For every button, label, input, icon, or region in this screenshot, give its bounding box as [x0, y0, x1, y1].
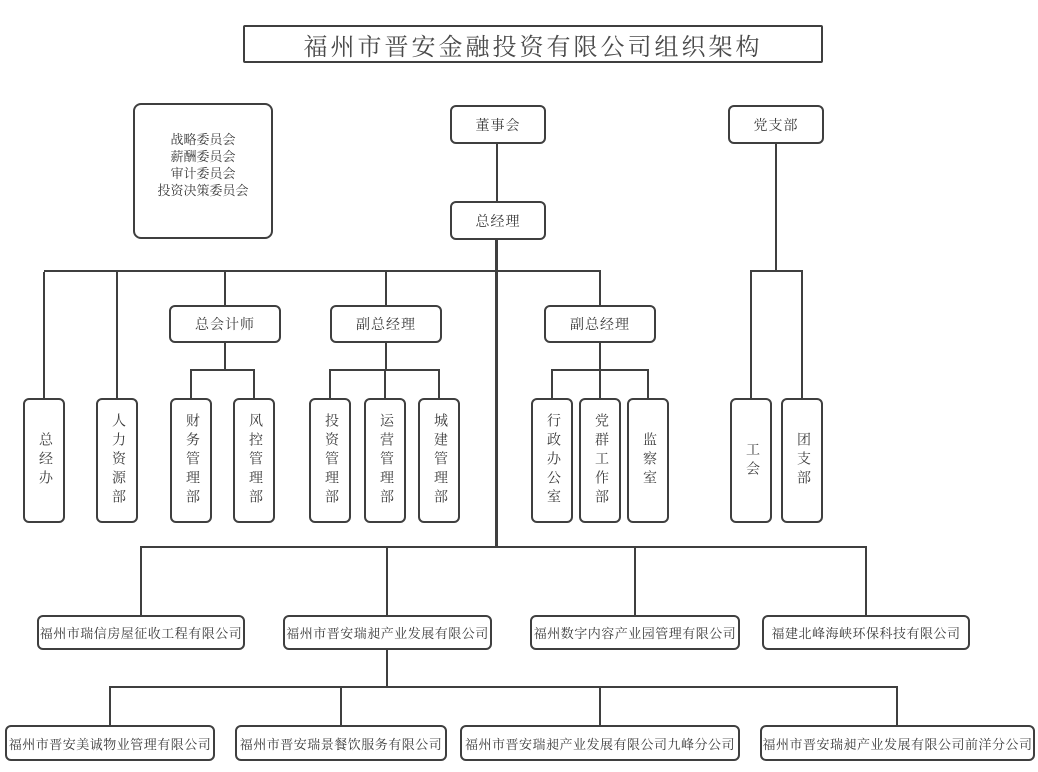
dept-admin-office [531, 398, 573, 523]
connector-subsidiaries-rail [140, 546, 867, 548]
dept-supervision-office-label: 监察室 [641, 432, 656, 489]
chart-title-box [243, 25, 823, 63]
subsidiary-beifeng-environmental [762, 615, 970, 650]
connector-finance-rail [190, 369, 255, 371]
dept-youth-league-branch [781, 398, 823, 523]
node-deputy-gm-left [330, 305, 442, 343]
connector-branch-2 [340, 688, 342, 725]
dept-party-mass-work-label: 党群工作部 [593, 413, 608, 508]
node-party-branch [728, 105, 824, 144]
branch-ruijing-catering-label: 福州市晋安瑞景餐饮服务有限公司 [239, 736, 443, 752]
connector-deputy-gm-left [385, 272, 387, 305]
committee-audit: 审计委员会 [170, 166, 236, 181]
connector-branch-3 [599, 688, 601, 725]
node-board-of-directors [450, 105, 546, 144]
connector-union-rail [750, 270, 803, 272]
subsidiary-ruixin-housing-label: 福州市瑞信房屋征收工程有限公司 [39, 626, 243, 641]
node-deputy-gm-right-label: 副总经理 [570, 318, 630, 333]
subsidiary-digital-content-park [530, 615, 740, 650]
connector-general-office [43, 272, 45, 398]
dept-investment-label: 投资管理部 [323, 413, 338, 508]
dept-urban-construction [418, 398, 460, 523]
connector-supervision [647, 371, 649, 398]
connector-branch-1 [109, 688, 111, 725]
connector-management-rail [44, 270, 601, 272]
connector-party-mass [599, 371, 601, 398]
connector-subsidiary-1 [140, 548, 142, 615]
connector-deputy-gm-right [599, 272, 601, 305]
branch-meicheng-property [5, 725, 215, 761]
dept-risk-control-label: 风控管理部 [247, 413, 262, 508]
branch-ruichang-jiufeng-label: 福州市晋安瑞昶产业发展有限公司九峰分公司 [464, 736, 735, 752]
node-deputy-gm-right [544, 305, 656, 343]
branch-ruichang-qianyang-label: 福州市晋安瑞昶产业发展有限公司前洋分公司 [762, 736, 1033, 752]
connector-labor-union [750, 272, 752, 398]
committee-compensation: 薪酬委员会 [170, 149, 236, 164]
dept-finance-label: 财务管理部 [184, 413, 199, 508]
connector-operations [384, 371, 386, 398]
dept-human-resources-label: 人力资源部 [110, 413, 125, 508]
subsidiary-beifeng-environmental-label: 福建北峰海峡环保科技有限公司 [771, 626, 961, 641]
connector-main-trunk [495, 240, 498, 547]
branch-ruichang-qianyang [760, 725, 1035, 761]
connector-finance [190, 371, 192, 398]
connector-investment [329, 371, 331, 398]
node-general-manager-label: 总经理 [475, 214, 521, 230]
connector-subsidiary-3 [634, 548, 636, 615]
connector-urban-construction [438, 371, 440, 398]
subsidiary-ruixin-housing [37, 615, 245, 650]
dept-labor-union [730, 398, 772, 523]
subsidiary-ruichang-industry [283, 615, 492, 650]
node-party-branch-label: 党支部 [753, 118, 799, 134]
branch-ruichang-jiufeng [460, 725, 740, 761]
branch-ruijing-catering [235, 725, 447, 761]
dept-operations-label: 运营管理部 [378, 413, 393, 508]
dept-general-office [23, 398, 65, 523]
dept-human-resources [96, 398, 138, 523]
connector-board-to-gm [496, 144, 498, 201]
connector-party-branch-down [775, 144, 777, 272]
dept-admin-office-label: 行政办公室 [545, 413, 560, 508]
connector-branches-rail [109, 686, 898, 688]
connector-subsidiary-2 [386, 548, 388, 615]
connector-subsidiary-4 [865, 548, 867, 615]
dept-finance [170, 398, 212, 523]
dept-supervision-office [627, 398, 669, 523]
dept-youth-league-branch-label: 团支部 [795, 432, 810, 489]
subsidiary-ruichang-industry-label: 福州市晋安瑞昶产业发展有限公司 [286, 626, 489, 641]
committee-strategy: 战略委员会 [170, 132, 236, 147]
branch-meicheng-property-label: 福州市晋安美诚物业管理有限公司 [8, 736, 212, 752]
dept-urban-construction-label: 城建管理部 [432, 413, 447, 508]
node-general-manager [450, 201, 546, 240]
connector-chief-accountant [224, 272, 226, 305]
connector-chief-accountant-down [224, 343, 226, 371]
connector-admin-office [551, 371, 553, 398]
connector-ruichang-down [386, 650, 388, 687]
dept-operations [364, 398, 406, 523]
node-chief-accountant [169, 305, 281, 343]
dept-investment [309, 398, 351, 523]
connector-branch-4 [896, 688, 898, 725]
subsidiary-digital-content-park-label: 福州数字内容产业园管理有限公司 [533, 626, 737, 641]
connector-human-resources [116, 272, 118, 398]
connector-youth-league [801, 272, 803, 398]
dept-labor-union-label: 工会 [744, 441, 759, 480]
committees-box [133, 103, 273, 239]
node-deputy-gm-left-label: 副总经理 [356, 318, 416, 333]
connector-deputy-left-down [385, 343, 387, 371]
chart-title: 福州市晋安金融投资有限公司组织架构 [303, 34, 763, 61]
dept-party-mass-work [579, 398, 621, 523]
node-board-label: 董事会 [475, 118, 521, 134]
dept-risk-control [233, 398, 275, 523]
connector-deputy-right-down [599, 343, 601, 371]
dept-general-office-label: 总经办 [37, 432, 52, 489]
connector-risk-control [253, 371, 255, 398]
committee-investment-decision: 投资决策委员会 [157, 183, 249, 198]
node-chief-accountant-label: 总会计师 [195, 318, 255, 333]
